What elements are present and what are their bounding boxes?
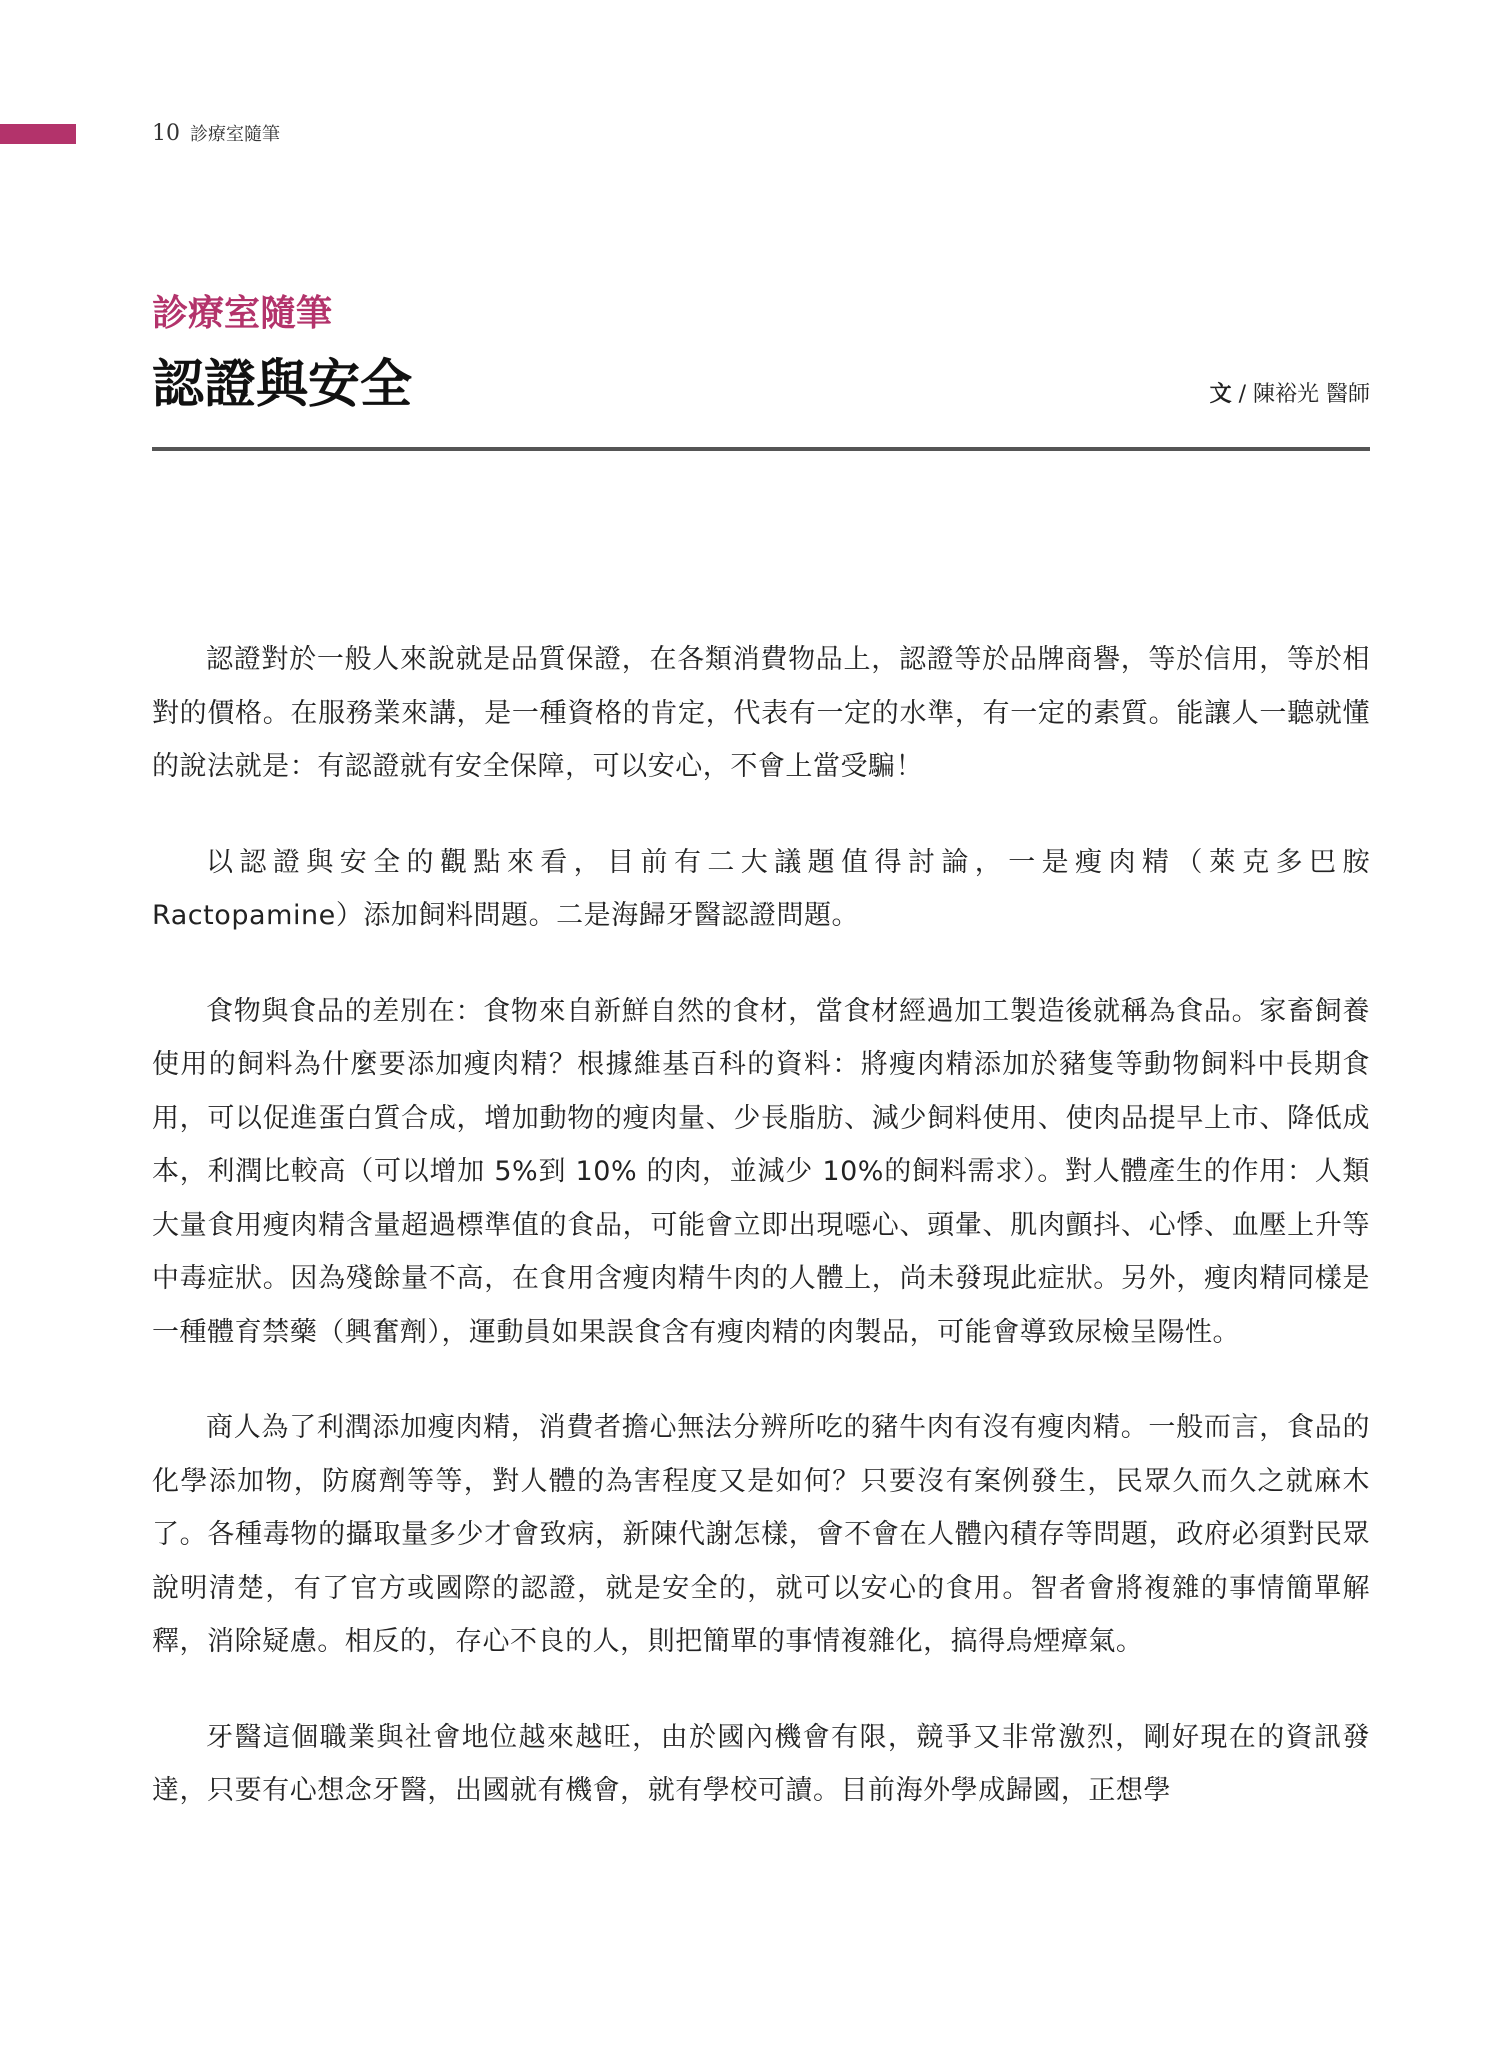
body-paragraph-4: 商人為了利潤添加瘦肉精，消費者擔心無法分辨所吃的豬牛肉有沒有瘦肉精。一般而言，食品的化學添加物，防腐劑等等，對人體的為害程度又是如何？只要沒有案例發生，民眾久而久之就麻木了。各種毒物的攝取量多少才會致病，新陳代謝怎樣，會不會在人體內積存等問題，政府必須對民眾說明清楚，有了官方或國際的認證，就是安全的，就可以安心的食用。智者會將複雜的事情簡單解釋，消除疑慮。相反的，存心不良的人，則把簡單的事情複雜化，搞得烏煙瘴氣。 [152,1412,1370,1657]
article-title: 認證與安全 [152,355,413,415]
running-header [152,120,280,148]
body-paragraph-5: 牙醫這個職業與社會地位越來越旺，由於國內機會有限，競爭又非常激烈，剛好現在的資訊發達，只要有心想念牙醫，出國就有機會，就有學校可讀。目前海外學成歸國，正想學 [152,1721,1370,1806]
byline: 文 / 陳裕光 醫師 [1209,382,1370,407]
title-divider [152,447,1370,451]
section-kicker: 診療室隨筆 [152,293,333,334]
byline-author: 陳裕光 醫師 [1253,382,1370,407]
article-body [152,633,1370,1860]
byline-prefix: 文 [1209,382,1232,407]
body-paragraph-1: 認證對於一般人來說就是品質保證，在各類消費物品上，認證等於品牌商譽，等於信用，等於相對的價格。在服務業來講，是一種資格的肯定，代表有一定的水準，有一定的素質。能讓人一聽就懂的說法就是：有認證就有安全保障，可以安心，不會上當受騙！ [152,644,1370,782]
running-header-section: 診療室隨筆 [190,124,280,145]
body-paragraph-2: 以認證與安全的觀點來看，目前有二大議題值得討論，一是瘦肉精（萊克多巴胺 Ractopamine）添加飼料問題。二是海歸牙醫認證問題。 [152,846,1370,931]
header-accent-bar [0,124,76,144]
page-number: 10 [152,121,180,146]
body-paragraph-3: 食物與食品的差別在：食物來自新鮮自然的食材，當食材經過加工製造後就稱為食品。家畜飼養使用的飼料為什麼要添加瘦肉精？根據維基百科的資料：將瘦肉精添加於豬隻等動物飼料中長期食用，可以促進蛋白質合成，增加動物的瘦肉量、少長脂肪、減少飼料使用、使肉品提早上市、降低成本，利潤比較高（可以增加 5%到 10% 的肉，並減少 10%的飼料需求）。對人體產生的作用：人類大量食用瘦肉精含量超過標準值的食品，可能會立即出現噁心、頭暈、肌肉顫抖、心悸、血壓上升等中毒症狀。因為殘餘量不高，在食用含瘦肉精牛肉的人體上，尚未發現此症狀。另外，瘦肉精同樣是一種體育禁藥（興奮劑），運動員如果誤食含有瘦肉精的肉製品，可能會導致尿檢呈陽性。 [152,995,1370,1348]
